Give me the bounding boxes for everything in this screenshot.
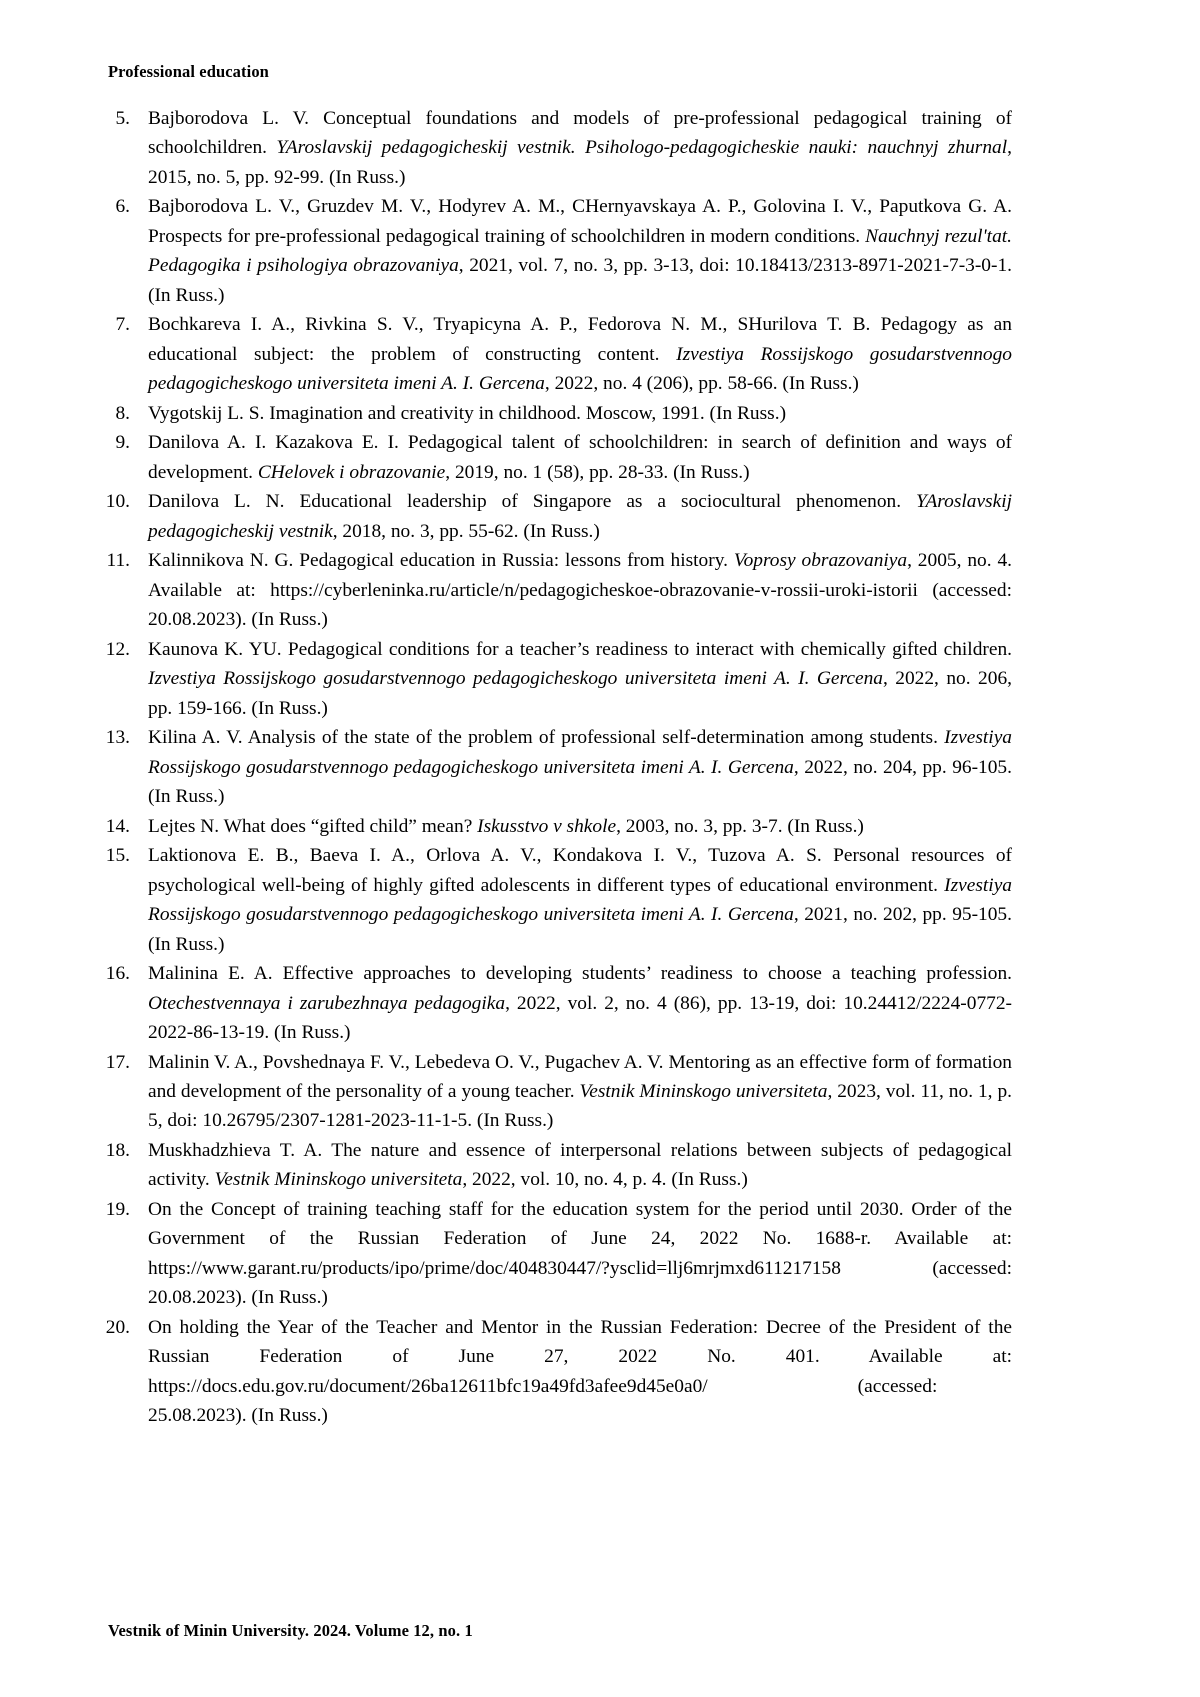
reference-item xyxy=(104,428,1012,487)
reference-text xyxy=(148,1195,1012,1313)
reference-number: 16. xyxy=(105,963,130,985)
reference-source-title: Vestnik Mininskogo universiteta xyxy=(214,1169,463,1191)
reference-number: 17. xyxy=(105,1051,130,1073)
reference-segment: On the Concept of training teaching staff for the education system for the period until 2030. Order of the Government of the Russian Federation of June 24, 2022 No. 1688-r. Available at: https://www.garant.ru/products/ipo/prime/doc/404830447/?ysclid=llj6mrjmxd611217158 (accessed: 20.08.2023). (In Russ.) xyxy=(148,1198,1012,1309)
reference-segment: Kalinnikova N. G. Pedagogical education in Russia: lessons from history. xyxy=(148,550,734,572)
reference-number: 20. xyxy=(105,1316,130,1338)
reference-segment: , 2022, vol. 2, no. 4 (86), pp. 13-19, doi: 10.24412/2224-0772-2022-86-13-19. (In Russ.) xyxy=(148,992,1012,1044)
reference-text xyxy=(148,192,1012,310)
reference-source-title: Nauchnyj rezul'tat. Pedagogika i psihologiya obrazovaniya xyxy=(148,225,1012,277)
reference-text xyxy=(148,812,1012,841)
reference-segment: Vygotskij L. S. Imagination and creativity in childhood. Moscow, 1991. (In Russ.) xyxy=(148,402,787,424)
reference-number: 14. xyxy=(105,815,130,837)
reference-segment: , 2021, no. 202, pp. 95-105. (In Russ.) xyxy=(148,904,1012,955)
reference-number: 13. xyxy=(105,727,130,749)
reference-segment: , 2022, no. 4 (206), pp. 58-66. (In Russ.) xyxy=(544,373,859,395)
reference-number: 8. xyxy=(115,402,130,424)
reference-item xyxy=(104,812,1012,841)
reference-segment: Muskhadzhieva T. A. The nature and essence of interpersonal relations between subjects of pedagogical activity. xyxy=(148,1139,1012,1191)
reference-item xyxy=(104,1195,1012,1313)
reference-number: 19. xyxy=(105,1198,130,1220)
reference-segment: Malinin V. A., Povshednaya F. V., Lebedeva O. V., Pugachev A. V. Mentoring as an effective form of formation and development of the personality of a young teacher. xyxy=(148,1051,1012,1102)
reference-segment: Bajborodova L. V. Conceptual foundations and models of pre-professional pedagogical training of schoolchildren. xyxy=(148,108,1012,159)
reference-item xyxy=(104,635,1012,723)
reference-item xyxy=(104,104,1012,192)
reference-source-title: YAroslavskij pedagogicheskij vestnik. Psihologo-pedagogicheskie nauki: nauchnyj zhurnal xyxy=(276,137,1008,159)
reference-segment: , 2015, no. 5, pp. 92-99. (In Russ.) xyxy=(148,137,1012,188)
reference-source-title: Vestnik Mininskogo universiteta xyxy=(579,1080,828,1102)
reference-segment: , 2019, no. 1 (58), pp. 28-33. (In Russ.) xyxy=(445,461,750,483)
reference-segment: Malinina E. A. Effective approaches to developing students’ readiness to choose a teaching profession. xyxy=(148,963,1012,985)
reference-number: 6. xyxy=(115,196,130,218)
reference-item xyxy=(104,546,1012,634)
reference-number: 12. xyxy=(105,638,130,660)
reference-number: 11. xyxy=(106,550,130,572)
reference-item xyxy=(104,192,1012,310)
reference-segment: , 2021, vol. 7, no. 3, pp. 3-13, doi: 10.18413/2313-8971-2021-7-3-0-1. (In Russ.) xyxy=(148,255,1012,306)
reference-segment: , 2003, no. 3, pp. 3-7. (In Russ.) xyxy=(616,815,864,837)
reference-segment: Lejtes N. What does “gifted child” mean? xyxy=(148,815,478,837)
reference-segment: (accessed: 25.08.2023). (In Russ.) xyxy=(148,1375,938,1427)
reference-source-title: Izvestiya Rossijskogo gosudarstvennogo pedagogicheskogo universiteta imeni A. I. Gercena xyxy=(148,668,883,690)
reference-segment: , 2022, no. 206, pp. 159-166. (In Russ.) xyxy=(148,668,1012,719)
reference-text xyxy=(148,310,1012,398)
reference-source-title: CHelovek i obrazovanie xyxy=(257,461,446,483)
reference-segment: , 2022, no. 204, pp. 96-105. (In Russ.) xyxy=(148,756,1012,808)
reference-item xyxy=(104,723,1012,811)
reference-segment: , 2023, vol. 11, no. 1, p. 5, doi: 10.26795/2307-1281-2023-11-1-5. (In Russ.) xyxy=(148,1080,1013,1132)
reference-source-title: Voprosy obrazovaniya xyxy=(733,550,908,572)
reference-item xyxy=(104,1313,1012,1431)
page-footer: Vestnik of Minin University. 2024. Volume 12, no. 1 xyxy=(108,1621,473,1640)
reference-segment: Kaunova K. YU. Pedagogical conditions for a teacher’s readiness to interact with chemically gifted children. xyxy=(148,638,1012,660)
reference-text xyxy=(148,399,1012,428)
reference-text xyxy=(148,723,1012,811)
reference-text xyxy=(148,1048,1012,1136)
reference-text xyxy=(148,428,1012,487)
reference-number: 9. xyxy=(115,432,130,454)
reference-text xyxy=(148,1313,1012,1431)
reference-text xyxy=(148,841,1012,959)
running-head: Professional education xyxy=(108,62,269,81)
reference-text xyxy=(148,1136,1012,1195)
reference-item xyxy=(104,487,1012,546)
reference-number: 18. xyxy=(105,1139,130,1161)
reference-source-title: Iskusstvo v shkole xyxy=(477,815,617,837)
reference-text xyxy=(148,959,1012,1047)
reference-source-title: Izvestiya Rossijskogo gosudarstvennogo pedagogicheskogo universiteta imeni A. I. Gercena xyxy=(148,727,1012,778)
reference-segment: Laktionova E. B., Baeva I. A., Orlova A. V., Kondakova I. V., Tuzova A. S. Personal resources of psychological well-being of highly gifted adolescents in different types of educational environment. xyxy=(148,845,1012,896)
reference-item xyxy=(104,399,1012,428)
reference-item xyxy=(104,841,1012,959)
reference-source-title: Izvestiya Rossijskogo gosudarstvennogo pedagogicheskogo universiteta imeni A. I. Gercena xyxy=(148,343,1012,395)
reference-segment: Kilina A. V. Analysis of the state of the problem of professional self-determination among students. xyxy=(148,727,945,749)
reference-segment: Bochkareva I. A., Rivkina S. V., Tryapicyna A. P., Fedorova N. M., SHurilova T. B. Pedagogy as an educational subject: the problem of constructing content. xyxy=(148,314,1012,365)
reference-number: 15. xyxy=(105,845,130,867)
reference-source-title: Otechestvennaya i zarubezhnaya pedagogika xyxy=(148,992,506,1014)
reference-text xyxy=(148,104,1012,192)
reference-text xyxy=(148,487,1012,546)
reference-text xyxy=(148,635,1012,723)
reference-item xyxy=(104,959,1012,1047)
reference-segment: , 2005, no. 4. Available at: https://cyberleninka.ru/article/n/pedagogicheskoe-obrazovanie-v-rossii-uroki-istorii (accessed: 20.08.2023). (In Russ.) xyxy=(148,550,1012,631)
reference-segment: On holding the Year of the Teacher and Mentor in the Russian Federation: Decree of the President of the Russian Federation of June 27, 2022 No. 401. Available at: https://docs.edu.gov.ru/document/26ba12611bfc19a49fd3afee9d45e0a0/ xyxy=(148,1316,1012,1397)
reference-item xyxy=(104,1136,1012,1195)
reference-number: 5. xyxy=(115,108,130,129)
reference-item xyxy=(104,310,1012,398)
reference-number: 7. xyxy=(115,314,130,336)
reference-source-title: YAroslavskij pedagogicheskij vestnik xyxy=(148,491,1012,542)
reference-source-title: Izvestiya Rossijskogo gosudarstvennogo pedagogicheskogo universiteta imeni A. I. Gercena xyxy=(148,874,1012,926)
reference-segment: , 2018, no. 3, pp. 55-62. (In Russ.) xyxy=(332,520,600,542)
reference-list xyxy=(104,104,1012,1431)
reference-segment: Bajborodova L. V., Gruzdev M. V., Hodyrev A. M., CHernyavskaya A. P., Golovina I. V., Paputkova G. A. Prospects for pre-professional pedagogical training of schoolchildren in modern conditions. xyxy=(148,196,1012,247)
reference-segment: , 2022, vol. 10, no. 4, p. 4. (In Russ.) xyxy=(462,1169,748,1191)
reference-text xyxy=(148,546,1012,634)
reference-number: 10. xyxy=(105,491,130,513)
reference-segment: Danilova A. I. Kazakova E. I. Pedagogical talent of schoolchildren: in search of definition and ways of development. xyxy=(148,432,1012,483)
reference-item xyxy=(104,1048,1012,1136)
reference-segment: Danilova L. N. Educational leadership of Singapore as a sociocultural phenomenon. xyxy=(148,491,917,513)
